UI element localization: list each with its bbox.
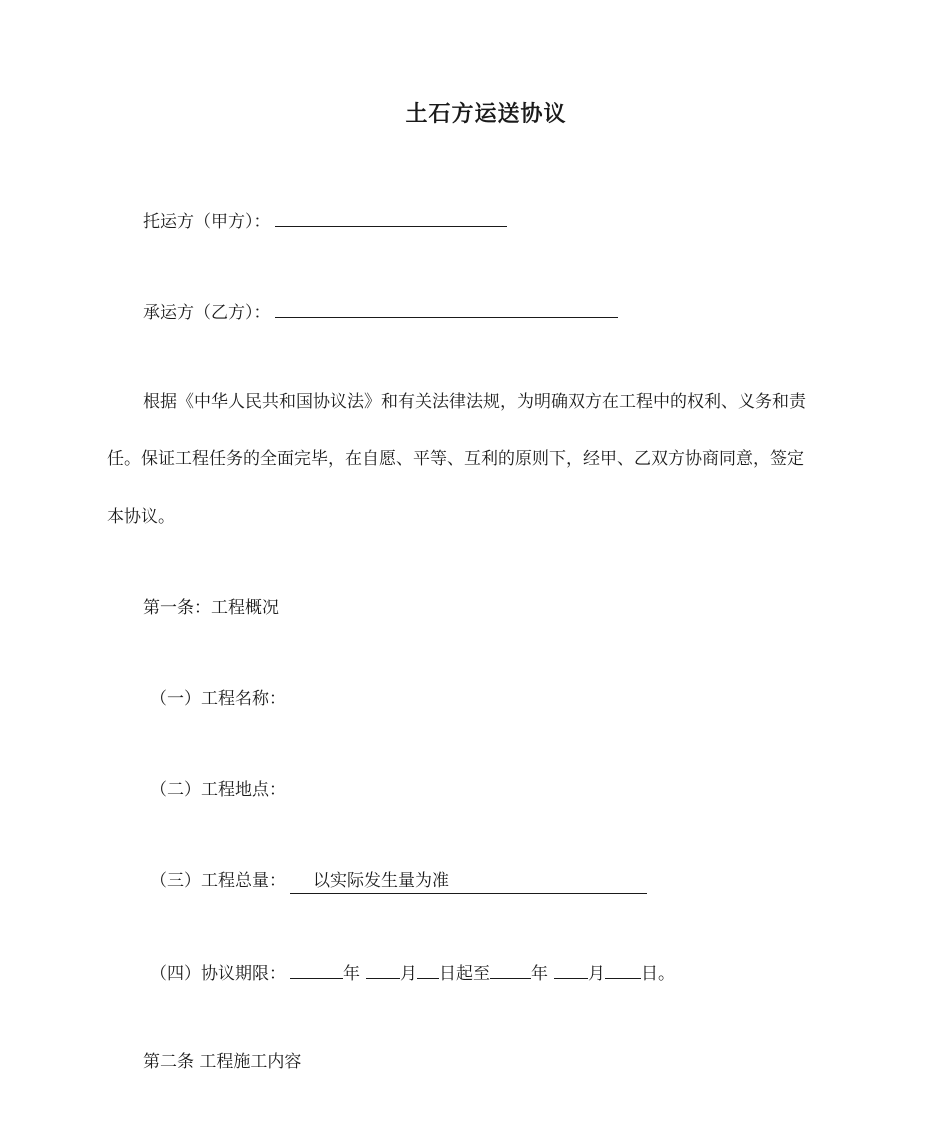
project-location-label: （二）工程地点： xyxy=(150,780,286,800)
term-end-year-blank[interactable] xyxy=(490,960,531,979)
contract-term-label: （四）协议期限： xyxy=(150,964,286,984)
term-start-year-unit: 年 xyxy=(343,964,360,984)
term-start-day-blank[interactable] xyxy=(417,960,439,979)
document-title: 土石方运送协议 xyxy=(405,102,567,127)
project-name-label: （一）工程名称： xyxy=(150,689,286,709)
carrier-line xyxy=(143,299,618,325)
article-1-heading: 第一条：工程概况 xyxy=(143,598,279,618)
term-end-month-blank[interactable] xyxy=(554,960,588,979)
project-quantity-value[interactable]: 以实际发生量为准 xyxy=(290,869,647,894)
project-quantity-label: （三）工程总量： xyxy=(150,871,286,891)
term-start-day-unit: 日起至 xyxy=(439,964,490,984)
shipper-line xyxy=(143,208,507,234)
term-end-year-unit: 年 xyxy=(531,964,548,984)
intro-line-2: 任。保证工程任务的全面完毕，在自愿、平等、互利的原则下，经甲、乙双方协商同意，签定 xyxy=(107,449,804,469)
intro-line-3: 本协议。 xyxy=(107,507,175,527)
article-2-heading: 第二条 工程施工内容 xyxy=(143,1052,302,1072)
term-start-month-blank[interactable] xyxy=(366,960,400,979)
contract-term-line xyxy=(150,960,675,986)
intro-line-1: 根据《中华人民共和国协议法》和有关法律法规，为明确双方在工程中的权利、义务和责 xyxy=(143,392,806,412)
project-quantity-line xyxy=(150,869,647,894)
carrier-blank[interactable] xyxy=(275,299,618,318)
term-end-month-unit: 月 xyxy=(588,964,605,984)
shipper-blank[interactable] xyxy=(275,208,507,227)
term-start-month-unit: 月 xyxy=(400,964,417,984)
shipper-label: 托运方（甲方）： xyxy=(143,212,271,232)
project-name-line xyxy=(150,687,286,711)
term-end-day-blank[interactable] xyxy=(605,960,641,979)
term-start-year-blank[interactable] xyxy=(290,960,343,979)
project-location-line xyxy=(150,778,286,802)
term-end-day-unit: 日。 xyxy=(641,964,675,984)
carrier-label: 承运方（乙方）： xyxy=(143,303,271,323)
